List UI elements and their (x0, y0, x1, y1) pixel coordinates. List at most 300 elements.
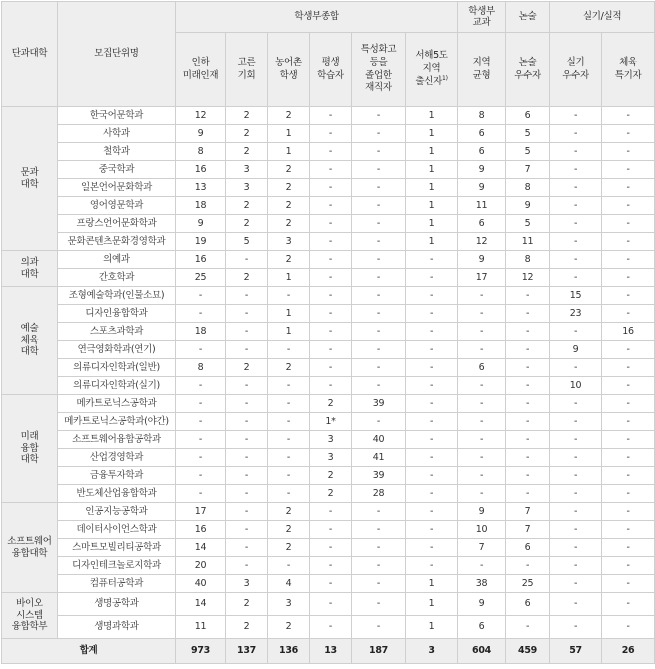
quota-cell: - (352, 521, 406, 539)
total-cell: 3 (406, 639, 458, 664)
quota-cell: 1 (406, 215, 458, 233)
quota-cell: - (352, 251, 406, 269)
table-row (2, 359, 655, 377)
quota-cell: - (506, 485, 550, 503)
quota-cell: - (352, 215, 406, 233)
quota-cell: - (550, 413, 602, 431)
footnote-marker: 1) (442, 75, 448, 83)
quota-cell: - (550, 215, 602, 233)
quota-cell: 5 (506, 215, 550, 233)
quota-cell: - (506, 377, 550, 395)
quota-cell: - (352, 503, 406, 521)
quota-cell: 5 (226, 233, 268, 251)
quota-cell: - (550, 431, 602, 449)
quota-cell: - (602, 143, 655, 161)
quota-cell: - (550, 467, 602, 485)
quota-cell: - (602, 215, 655, 233)
quota-cell: - (602, 431, 655, 449)
major-name: 메카트로닉스공학과(야간) (58, 413, 176, 431)
quota-cell: 9 (458, 503, 506, 521)
quota-cell: - (458, 557, 506, 575)
table-row (2, 539, 655, 557)
quota-cell: 6 (506, 107, 550, 125)
table-row (2, 107, 655, 125)
table-row (2, 161, 655, 179)
quota-cell: - (602, 233, 655, 251)
quota-cell: - (550, 521, 602, 539)
quota-cell: 1 (268, 305, 310, 323)
table-row (2, 521, 655, 539)
quota-cell: - (226, 305, 268, 323)
quota-cell: 39 (352, 467, 406, 485)
quota-cell: 9 (506, 197, 550, 215)
quota-cell: 17 (176, 503, 226, 521)
quota-cell: - (406, 557, 458, 575)
quota-cell: 15 (550, 287, 602, 305)
table-row (2, 269, 655, 287)
quota-cell: - (352, 143, 406, 161)
quota-cell: - (602, 539, 655, 557)
quota-cell: - (506, 467, 550, 485)
quota-cell: 8 (506, 179, 550, 197)
major-name: 생명과학과 (58, 616, 176, 639)
quota-cell: 9 (176, 215, 226, 233)
total-cell: 973 (176, 639, 226, 664)
quota-cell: - (176, 413, 226, 431)
quota-cell: - (602, 107, 655, 125)
quota-cell: - (550, 125, 602, 143)
table-row (2, 233, 655, 251)
quota-cell: 1 (268, 125, 310, 143)
quota-cell: 1 (268, 269, 310, 287)
quota-cell: - (310, 269, 352, 287)
quota-cell: - (352, 233, 406, 251)
quota-cell: - (506, 413, 550, 431)
quota-cell: - (550, 539, 602, 557)
quota-cell: - (226, 251, 268, 269)
quota-cell: 9 (458, 161, 506, 179)
major-name: 금융투자학과 (58, 467, 176, 485)
quota-cell: - (310, 377, 352, 395)
quota-cell: 3 (226, 179, 268, 197)
quota-cell: - (226, 503, 268, 521)
quota-cell: - (176, 287, 226, 305)
quota-cell: - (310, 575, 352, 593)
quota-cell: - (550, 557, 602, 575)
quota-cell: - (602, 179, 655, 197)
quota-cell: - (550, 179, 602, 197)
quota-cell: - (268, 449, 310, 467)
table-header (2, 2, 655, 107)
table-row (2, 485, 655, 503)
quota-cell: - (602, 197, 655, 215)
quota-cell: - (310, 521, 352, 539)
quota-cell: - (226, 557, 268, 575)
table-row (2, 557, 655, 575)
quota-cell: 5 (506, 143, 550, 161)
quota-cell: - (406, 395, 458, 413)
quota-cell: - (602, 485, 655, 503)
quota-cell: - (458, 431, 506, 449)
quota-cell: 3 (268, 233, 310, 251)
quota-cell: - (458, 341, 506, 359)
quota-cell: - (602, 521, 655, 539)
total-cell: 604 (458, 639, 506, 664)
quota-cell: 41 (352, 449, 406, 467)
quota-cell: 1 (406, 575, 458, 593)
quota-cell: 9 (550, 341, 602, 359)
college-name: 바이오 시스템 융합학부 (2, 593, 58, 639)
quota-cell: - (352, 341, 406, 359)
quota-cell: - (602, 287, 655, 305)
quota-cell: - (602, 413, 655, 431)
quota-cell: - (310, 593, 352, 616)
quota-cell: 2 (268, 616, 310, 639)
quota-cell: 9 (176, 125, 226, 143)
major-name: 의예과 (58, 251, 176, 269)
quota-cell: - (506, 616, 550, 639)
table-row (2, 215, 655, 233)
header-transcript: 학생부 교과 (458, 2, 506, 33)
quota-cell: 2 (226, 107, 268, 125)
header-comprehensive: 학생부종합 (176, 2, 458, 33)
college-name: 소프트웨어 융합대학 (2, 503, 58, 593)
quota-cell: 10 (458, 521, 506, 539)
quota-cell: 16 (602, 323, 655, 341)
major-name: 의류디자인학과(실기) (58, 377, 176, 395)
quota-cell: 2 (226, 125, 268, 143)
header-regional: 지역 균형 (458, 33, 506, 107)
quota-cell: 11 (506, 233, 550, 251)
quota-cell: - (602, 377, 655, 395)
quota-cell: - (506, 449, 550, 467)
quota-cell: - (406, 359, 458, 377)
table-row (2, 395, 655, 413)
quota-cell: 3 (226, 575, 268, 593)
quota-cell: - (352, 323, 406, 341)
quota-cell: 11 (176, 616, 226, 639)
quota-cell: 40 (352, 431, 406, 449)
quota-cell: - (352, 616, 406, 639)
quota-cell: - (550, 503, 602, 521)
quota-cell: - (310, 305, 352, 323)
table-row (2, 125, 655, 143)
quota-cell: - (550, 233, 602, 251)
quota-cell: - (176, 485, 226, 503)
major-name: 사학과 (58, 125, 176, 143)
quota-cell: - (310, 125, 352, 143)
quota-cell: - (310, 503, 352, 521)
quota-cell: 1 (406, 179, 458, 197)
quota-cell: - (458, 305, 506, 323)
quota-cell: - (352, 593, 406, 616)
quota-cell: 8 (458, 107, 506, 125)
quota-cell: 12 (458, 233, 506, 251)
quota-cell: - (226, 341, 268, 359)
total-row (2, 639, 655, 664)
table-row (2, 197, 655, 215)
quota-cell: - (458, 323, 506, 341)
quota-cell: - (602, 359, 655, 377)
quota-cell: 38 (458, 575, 506, 593)
table-row (2, 377, 655, 395)
major-name: 한국어문학과 (58, 107, 176, 125)
table-row (2, 431, 655, 449)
header-lifelong: 평생 학습자 (310, 33, 352, 107)
quota-cell: - (550, 323, 602, 341)
quota-cell: - (226, 539, 268, 557)
quota-cell: 9 (458, 179, 506, 197)
table-body (2, 107, 655, 664)
quota-cell: - (310, 179, 352, 197)
quota-cell: 14 (176, 539, 226, 557)
quota-cell: 1 (406, 616, 458, 639)
quota-cell: - (310, 215, 352, 233)
major-name: 의류디자인학과(일반) (58, 359, 176, 377)
quota-cell: - (406, 485, 458, 503)
quota-cell: - (310, 323, 352, 341)
quota-cell: 2 (268, 107, 310, 125)
major-name: 스포츠과학과 (58, 323, 176, 341)
quota-cell: - (352, 377, 406, 395)
quota-cell: - (406, 413, 458, 431)
quota-cell: - (352, 539, 406, 557)
quota-cell: 16 (176, 251, 226, 269)
quota-cell: - (602, 305, 655, 323)
quota-cell: - (310, 341, 352, 359)
quota-cell: 2 (226, 197, 268, 215)
quota-cell: - (268, 287, 310, 305)
quota-cell: 17 (458, 269, 506, 287)
quota-cell: 2 (226, 143, 268, 161)
total-cell: 137 (226, 639, 268, 664)
quota-cell: 12 (176, 107, 226, 125)
major-name: 간호학과 (58, 269, 176, 287)
total-cell: 57 (550, 639, 602, 664)
quota-cell: - (506, 287, 550, 305)
quota-cell: - (176, 467, 226, 485)
major-name: 생명공학과 (58, 593, 176, 616)
quota-cell: 16 (176, 161, 226, 179)
major-name: 조형예술학과(인물소묘) (58, 287, 176, 305)
quota-cell: - (268, 413, 310, 431)
quota-cell: - (226, 395, 268, 413)
quota-cell: - (310, 161, 352, 179)
quota-cell: - (550, 197, 602, 215)
quota-cell: - (602, 575, 655, 593)
quota-cell: - (268, 557, 310, 575)
quota-cell: - (406, 467, 458, 485)
quota-cell: - (550, 161, 602, 179)
quota-cell: 8 (506, 251, 550, 269)
quota-cell: - (602, 593, 655, 616)
quota-cell: 1 (406, 197, 458, 215)
quota-cell: - (268, 395, 310, 413)
quota-cell: 39 (352, 395, 406, 413)
quota-cell: - (226, 287, 268, 305)
quota-cell: 4 (268, 575, 310, 593)
quota-cell: 25 (506, 575, 550, 593)
header-essay: 논술 (506, 2, 550, 33)
quota-cell: - (176, 341, 226, 359)
major-name: 디자인테크놀로지학과 (58, 557, 176, 575)
quota-cell: - (226, 431, 268, 449)
quota-cell: 11 (458, 197, 506, 215)
quota-cell: - (550, 593, 602, 616)
quota-cell: 2 (268, 215, 310, 233)
quota-cell: - (310, 287, 352, 305)
major-name: 디자인융합학과 (58, 305, 176, 323)
quota-cell: - (406, 521, 458, 539)
quota-cell: - (226, 449, 268, 467)
quota-cell: 1 (268, 143, 310, 161)
major-name: 중국학과 (58, 161, 176, 179)
major-name: 데이터사이언스학과 (58, 521, 176, 539)
quota-cell: 40 (176, 575, 226, 593)
quota-cell: 7 (506, 161, 550, 179)
quota-cell: - (550, 616, 602, 639)
table-row (2, 449, 655, 467)
quota-cell: 2 (310, 485, 352, 503)
quota-cell: 6 (458, 616, 506, 639)
major-name: 연극영화학과(연기) (58, 341, 176, 359)
quota-cell: - (406, 287, 458, 305)
quota-cell: - (550, 485, 602, 503)
quota-cell: 2 (226, 593, 268, 616)
quota-cell: - (352, 161, 406, 179)
total-label: 합계 (2, 639, 176, 664)
quota-cell: 2 (310, 467, 352, 485)
quota-cell: 2 (268, 521, 310, 539)
quota-cell: 14 (176, 593, 226, 616)
quota-cell: 9 (458, 251, 506, 269)
table-row (2, 251, 655, 269)
header-practical: 실기/실적 (550, 2, 655, 33)
quota-cell: - (550, 359, 602, 377)
quota-cell: - (406, 449, 458, 467)
quota-cell: - (268, 485, 310, 503)
quota-cell: 8 (176, 359, 226, 377)
quota-cell: 1* (310, 413, 352, 431)
quota-cell: - (458, 287, 506, 305)
table-row (2, 341, 655, 359)
quota-cell: 2 (268, 197, 310, 215)
quota-cell: - (506, 395, 550, 413)
quota-cell: - (406, 377, 458, 395)
table-row (2, 323, 655, 341)
college-name: 미래 융합 대학 (2, 395, 58, 503)
quota-cell: 2 (268, 359, 310, 377)
major-name: 반도체산업융합학과 (58, 485, 176, 503)
quota-cell: 16 (176, 521, 226, 539)
quota-cell: - (268, 341, 310, 359)
quota-cell: 25 (176, 269, 226, 287)
total-cell: 13 (310, 639, 352, 664)
quota-cell: 28 (352, 485, 406, 503)
quota-cell: 6 (506, 539, 550, 557)
quota-cell: - (352, 197, 406, 215)
quota-cell: 3 (310, 431, 352, 449)
quota-cell: - (602, 557, 655, 575)
quota-cell: - (310, 616, 352, 639)
table-row (2, 575, 655, 593)
table-row (2, 143, 655, 161)
quota-cell: - (226, 377, 268, 395)
quota-cell: - (352, 107, 406, 125)
quota-cell: - (550, 269, 602, 287)
quota-cell: - (226, 413, 268, 431)
quota-cell: 1 (406, 593, 458, 616)
quota-cell: - (406, 251, 458, 269)
header-major: 모집단위명 (58, 2, 176, 107)
major-name: 소프트웨어융합공학과 (58, 431, 176, 449)
quota-cell: - (602, 616, 655, 639)
quota-cell: 20 (176, 557, 226, 575)
table-row (2, 179, 655, 197)
quota-cell: 2 (268, 251, 310, 269)
table-row (2, 503, 655, 521)
header-equal-opp: 고른 기회 (226, 33, 268, 107)
total-cell: 136 (268, 639, 310, 664)
quota-cell: - (226, 467, 268, 485)
total-cell: 187 (352, 639, 406, 664)
quota-cell: - (602, 251, 655, 269)
major-name: 프랑스언어문화학과 (58, 215, 176, 233)
quota-cell: 1 (268, 323, 310, 341)
quota-cell: - (352, 413, 406, 431)
college-name: 예술 체육 대학 (2, 287, 58, 395)
quota-cell: - (458, 467, 506, 485)
quota-cell: - (268, 467, 310, 485)
quota-cell: - (550, 449, 602, 467)
quota-cell: 7 (458, 539, 506, 557)
quota-cell: - (310, 539, 352, 557)
quota-cell: - (310, 557, 352, 575)
quota-cell: - (406, 269, 458, 287)
quota-cell: 6 (458, 215, 506, 233)
header-essay-top: 논술 우수자 (506, 33, 550, 107)
quota-cell: 1 (406, 125, 458, 143)
quota-cell: - (352, 359, 406, 377)
total-cell: 26 (602, 639, 655, 664)
quota-cell: 7 (506, 521, 550, 539)
quota-cell: - (310, 107, 352, 125)
quota-cell: 1 (406, 161, 458, 179)
quota-cell: 23 (550, 305, 602, 323)
header-college: 단과대학 (2, 2, 58, 107)
table-row (2, 593, 655, 616)
college-name: 의과 대학 (2, 251, 58, 287)
quota-cell: - (506, 323, 550, 341)
quota-cell: 1 (406, 143, 458, 161)
quota-cell: 9 (458, 593, 506, 616)
quota-cell: - (602, 449, 655, 467)
quota-cell: - (550, 107, 602, 125)
quota-cell: 2 (268, 503, 310, 521)
quota-cell: 6 (458, 359, 506, 377)
quota-cell: 10 (550, 377, 602, 395)
quota-cell: - (352, 575, 406, 593)
quota-cell: - (506, 557, 550, 575)
quota-cell: - (176, 449, 226, 467)
quota-cell: 18 (176, 323, 226, 341)
major-name: 영어영문학과 (58, 197, 176, 215)
quota-cell: 3 (310, 449, 352, 467)
major-name: 인공지능공학과 (58, 503, 176, 521)
quota-cell: - (352, 125, 406, 143)
quota-cell: 6 (458, 125, 506, 143)
quota-cell: - (550, 395, 602, 413)
